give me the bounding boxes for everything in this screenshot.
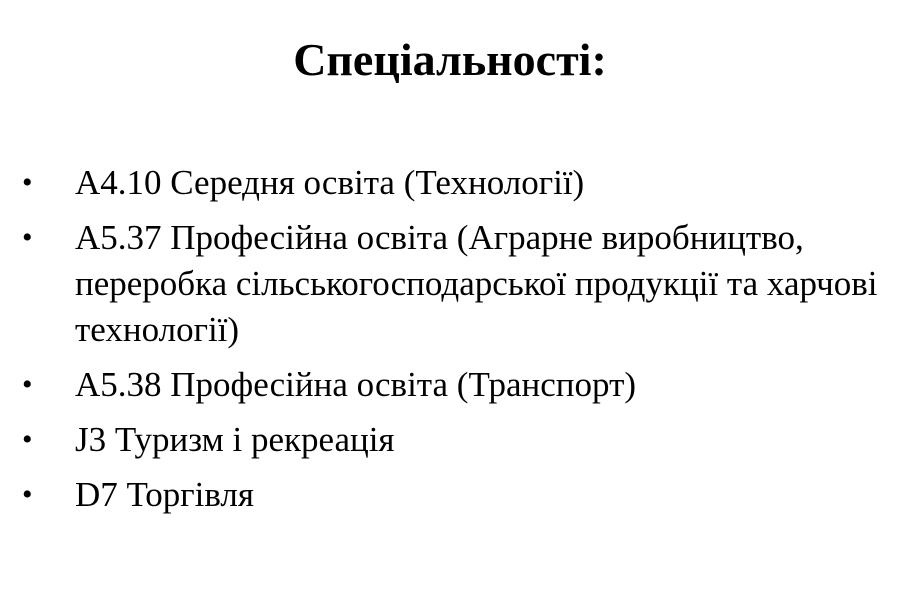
list-item xyxy=(0,472,900,518)
specialties-list xyxy=(0,160,900,527)
list-item xyxy=(0,160,900,206)
list-item-text: D7 Торгівля xyxy=(75,475,254,514)
list-item-text: А5.38 Професійна освіта (Транспорт) xyxy=(75,365,637,404)
list-item xyxy=(0,417,900,463)
bullet-icon: • xyxy=(22,478,33,511)
list-item-text: А5.37 Професійна освіта (Аграрне виробництво, переробка сільськогосподарської продукції та харчові технології) xyxy=(75,218,878,349)
list-item xyxy=(0,362,900,408)
list-item xyxy=(0,215,900,353)
list-item-text: J3 Туризм і рекреація xyxy=(75,420,395,459)
bullet-icon: • xyxy=(22,221,33,254)
bullet-icon: • xyxy=(22,368,33,401)
bullet-icon: • xyxy=(22,423,33,456)
bullet-icon: • xyxy=(22,166,33,199)
list-item-text: А4.10 Середня освіта (Технології) xyxy=(75,163,585,202)
slide-title: Спеціальності: xyxy=(293,34,607,85)
